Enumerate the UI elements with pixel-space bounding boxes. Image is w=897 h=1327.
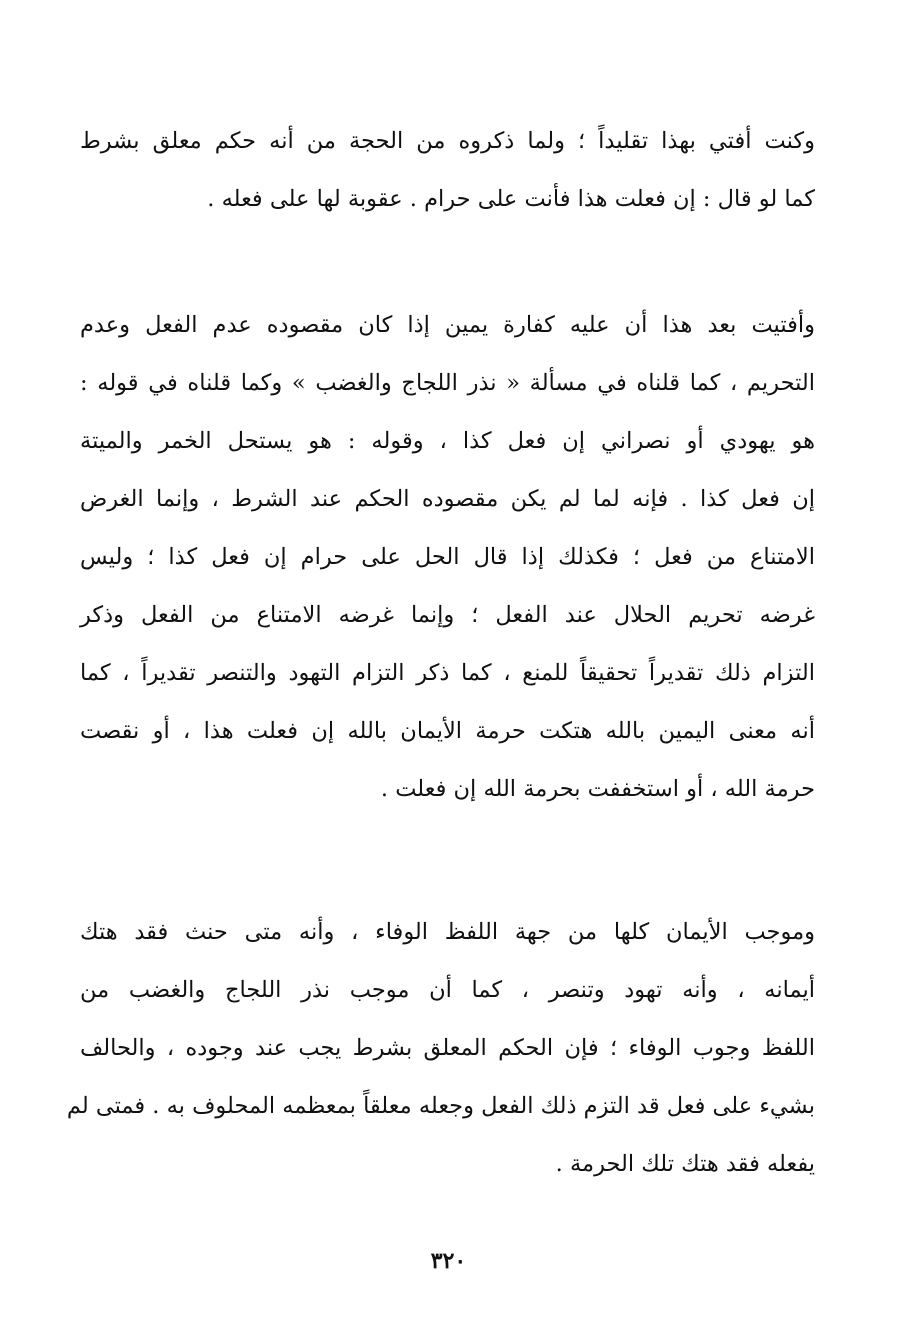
page-number: ٣٢٠ (430, 1248, 467, 1274)
text-line: كما لو قال : إن فعلت هذا فأنت على حرام . عقوبة لها على فعله . (207, 186, 815, 212)
text-line: التحريم ، كما قلناه في مسألة « نذر اللجاج والغضب » وكما قلناه في قوله : (80, 370, 815, 396)
text-line: وكنت أفتي بهذا تقليداً ؛ ولما ذكروه من الحجة من أنه حكم معلق بشرط (80, 128, 815, 154)
text-line: اللفظ وجوب الوفاء ؛ فإن الحكم المعلق بشرط يجب عند وجوده ، والحالف (80, 1035, 815, 1061)
text-line: غرضه تحريم الحلال عند الفعل ؛ وإنما غرضه الامتناع من الفعل وذكر (80, 602, 815, 628)
paragraph-2 (80, 296, 815, 818)
text-line: إن فعل كذا . فإنه لما لم يكن مقصوده الحكم عند الشرط ، وإنما الغرض (80, 486, 815, 512)
text-line: وأفتيت بعد هذا أن عليه كفارة يمين إذا كان مقصوده عدم الفعل وعدم (80, 312, 815, 338)
text-line: بشيء على فعل قد التزم ذلك الفعل وجعله معلقاً بمعظمه المحلوف به . فمتى لم (66, 1093, 815, 1119)
text-line: يفعله فقد هتك تلك الحرمة . (555, 1151, 815, 1177)
text-line: أيمانه ، وأنه تهود وتنصر ، كما أن موجب نذر اللجاج والغضب من (80, 977, 815, 1003)
text-line: وموجب الأيمان كلها من جهة اللفظ الوفاء ، وأنه متى حنث فقد هتك (80, 919, 815, 945)
text-line: التزام ذلك تقديراً تحقيقاً للمنع ، كما ذكر التزام التهود والتنصر تقديراً ، كما (80, 660, 815, 686)
text-line: الامتناع من فعل ؛ فكذلك إذا قال الحل على حرام إن فعل كذا ؛ وليس (80, 544, 815, 570)
text-line: أنه معنى اليمين بالله هتكت حرمة الأيمان بالله إن فعلت هذا ، أو نقصت (80, 718, 815, 744)
text-line: حرمة الله ، أو استخففت بحرمة الله إن فعلت . (380, 776, 815, 802)
paragraph-3 (66, 903, 815, 1193)
paragraph-1 (80, 112, 815, 228)
text-line: هو يهودي أو نصراني إن فعل كذا ، وقوله : هو يستحل الخمر والميتة (80, 428, 815, 454)
